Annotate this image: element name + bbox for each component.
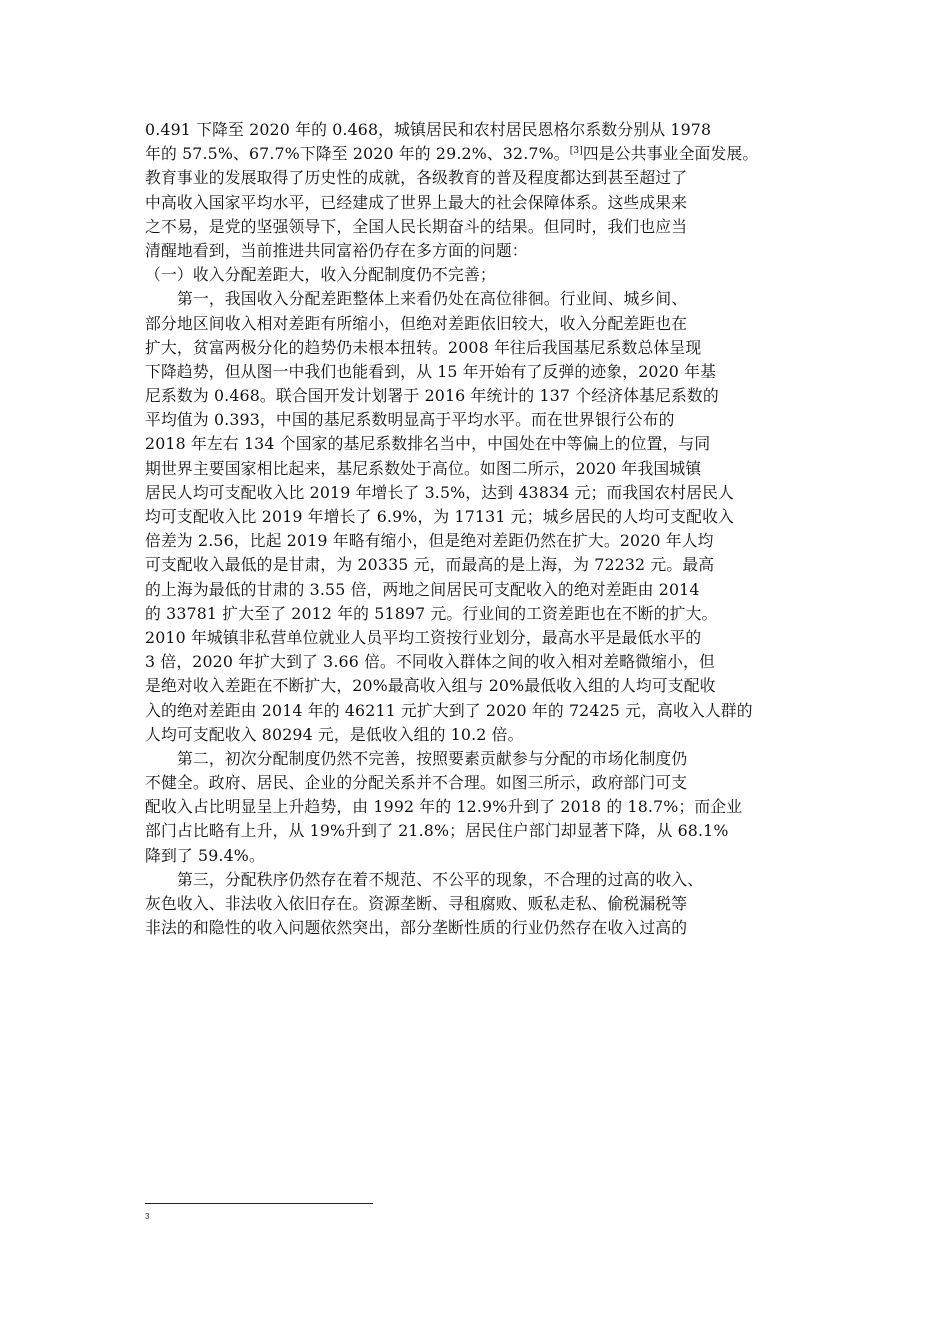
footnote-number: 3 — [145, 1212, 150, 1221]
line-text: 配收入占比明显呈上升趋势，由 1992 年的 12.9%升到了 2018 的 18.7%；而企业 — [145, 797, 743, 817]
text-line — [145, 263, 805, 287]
line-text: 降到了 59.4%。 — [145, 845, 265, 865]
line-text: 入的绝对差距由 2014 年的 46211 元扩大到了 2020 年的 72425 元，高收入人群的 — [145, 700, 753, 720]
text-line — [145, 795, 805, 819]
line-text: 下降趋势，但从图一中我们也能看到，从 15 年开始有了反弹的迹象，2020 年基 — [145, 361, 717, 381]
line-text: 灰色收入、非法收入依旧存在。资源垄断、寻租腐败、贩私走私、偷税漏税等 — [145, 894, 688, 913]
text-line — [145, 747, 805, 771]
line-text: 的上海为最低的甘肃的 3.55 倍，两地之间居民可支配收入的绝对差距由 2014 — [145, 579, 700, 599]
line-text: 人均可支配收入 80294 元，是低收入组的 10.2 倍。 — [145, 724, 524, 744]
text-line — [145, 336, 805, 360]
text-line — [145, 553, 805, 577]
text-line — [145, 166, 805, 190]
text-line — [145, 868, 805, 892]
line-text: 尼系数为 0.468。联合国开发计划署于 2016 年统计的 137 个经济体基尼系数的 — [145, 386, 719, 406]
line-text: 2018 年左右 134 个国家的基尼系数排名当中，中国处在中等偏上的位置，与同 — [145, 434, 711, 454]
line-text: 之不易，是党的坚强领导下，全国人民长期奋斗的结果。但同时，我们也应当 — [145, 216, 688, 236]
paragraph — [145, 747, 805, 868]
text-line — [145, 626, 805, 650]
text-line — [145, 602, 805, 626]
line-text: 可支配收入最低的是甘肃，为 20335 元，而最高的是上海，为 72232 元。最高 — [145, 555, 715, 575]
text-line — [145, 578, 805, 602]
text-line — [145, 312, 805, 336]
text-line — [145, 239, 805, 263]
line-text: 第一，我国收入分配差距整体上来看仍处在高位徘徊。行业间、城乡间、 — [177, 289, 688, 309]
line-text: 倍差为 2.56，比起 2019 年略有缩小，但是绝对差距仍然在扩大。2020 年人均 — [145, 531, 714, 551]
line-text: 0.491 下降至 2020 年的 0.468，城镇居民和农村居民恩格尔系数分别从 1978 — [145, 120, 712, 139]
text-line — [145, 771, 805, 795]
text-line — [145, 844, 805, 868]
line-text: 的 33781 扩大至了 2012 年的 51897 元。行业间的工资差距也在不断的扩大。 — [145, 603, 718, 623]
text-line — [145, 215, 805, 239]
paragraph — [145, 868, 805, 941]
line-text: 均可支配收入比 2019 年增长了 6.9%，为 17131 元；城乡居民的人均可支配收入 — [145, 507, 734, 526]
line-text: 中高收入国家平均水平，已经建成了世界上最大的社会保障体系。这些成果来 — [145, 192, 688, 212]
body-text — [145, 118, 805, 940]
text-line — [145, 481, 805, 505]
line-text: 2010 年城镇非私营单位就业人员平均工资按行业划分，最高水平是最低水平的 — [145, 627, 702, 647]
line-text: 年的 57.5%、67.7%下降至 2020 年的 29.2%、32.7%。 — [145, 144, 570, 164]
text-line — [145, 360, 805, 384]
text-line — [145, 118, 805, 142]
line-text: 部门占比略有上升，从 19%升到了 21.8%；居民住户部门却显著下降，从 68.1% — [145, 821, 729, 841]
text-line — [145, 287, 805, 311]
line-text: 3 倍，2020 年扩大到了 3.66 倍。不同收入群体之间的收入相对差略微缩小，但 — [145, 652, 715, 672]
text-line — [145, 142, 805, 166]
footnote-separator — [145, 1203, 373, 1204]
text-line — [145, 432, 805, 456]
line-text: 扩大，贫富两极分化的趋势仍未根本扭转。2008 年往后我国基尼系数总体呈现 — [145, 337, 702, 357]
line-text: 清醒地看到，当前推进共同富裕仍存在多方面的问题： — [145, 240, 528, 260]
text-line — [145, 191, 805, 215]
paragraph — [145, 263, 805, 287]
text-line — [145, 457, 805, 481]
text-line — [145, 505, 805, 529]
line-text: 四是公共事业全面发展。 — [582, 144, 759, 164]
line-text: 部分地区间收入相对差距有所缩小，但绝对差距依旧较大，收入分配差距也在 — [145, 313, 688, 333]
paragraph — [145, 118, 805, 263]
text-line — [145, 916, 805, 940]
text-line — [145, 892, 805, 916]
line-text: （一）收入分配差距大，收入分配制度仍不完善； — [145, 265, 496, 285]
line-text: 教育事业的发展取得了历史性的成就，各级教育的普及程度都达到甚至超过了 — [145, 168, 688, 188]
citation-reference: [3] — [569, 146, 583, 157]
line-text: 非法的和隐性的收入问题依然突出，部分垄断性质的行业仍然存在收入过高的 — [145, 918, 688, 938]
line-text: 平均值为 0.393，中国的基尼系数明显高于平均水平。而在世界银行公布的 — [145, 410, 675, 430]
text-line — [145, 819, 805, 843]
paragraph — [145, 287, 805, 747]
line-text: 期世界主要国家相比起来，基尼系数处于高位。如图二所示，2020 年我国城镇 — [145, 458, 702, 478]
text-line — [145, 650, 805, 674]
line-text: 居民人均可支配收入比 2019 年增长了 3.5%，达到 43834 元；而我国农村居民人 — [145, 482, 734, 502]
text-line — [145, 384, 805, 408]
text-line — [145, 674, 805, 698]
line-text: 第二，初次分配制度仍然不完善，按照要素贡献参与分配的市场化制度仍 — [177, 748, 688, 768]
text-line — [145, 529, 805, 553]
line-text: 第三，分配秩序仍然存在着不规范、不公平的现象，不合理的过高的收入、 — [177, 869, 704, 889]
text-line — [145, 723, 805, 747]
line-text: 不健全。政府、居民、企业的分配关系并不合理。如图三所示，政府部门可支 — [145, 773, 688, 793]
text-line — [145, 408, 805, 432]
text-line — [145, 699, 805, 723]
line-text: 是绝对收入差距在不断扩大，20%最高收入组与 20%最低收入组的人均可支配收 — [145, 676, 716, 696]
